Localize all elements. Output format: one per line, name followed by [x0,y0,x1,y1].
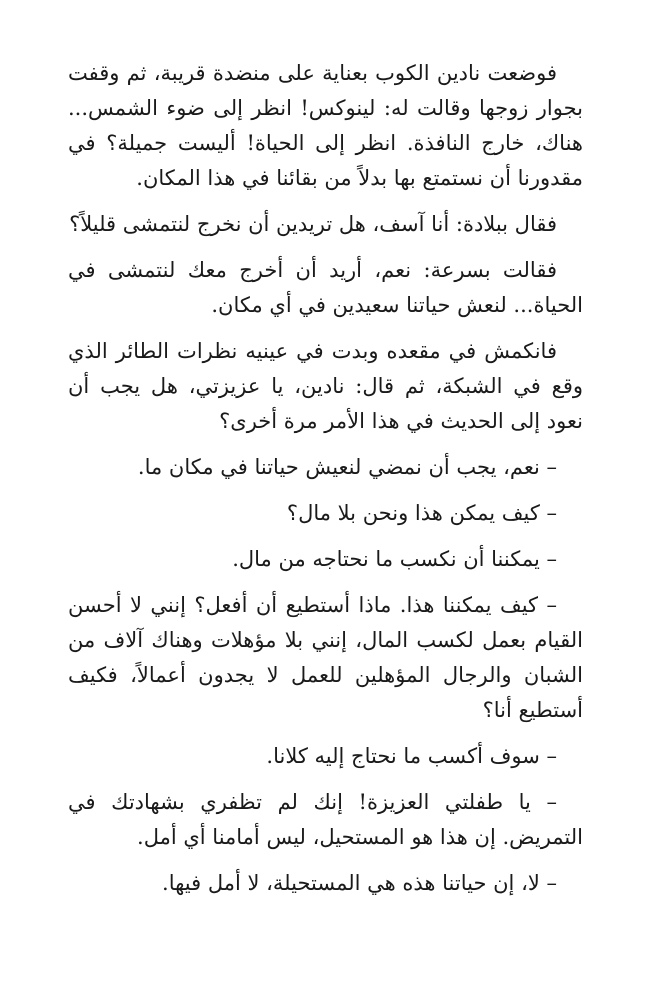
dialog-line-5: – سوف أكسب ما نحتاج إليه كلانا. [266,744,557,768]
paragraph-1: فوضعت نادين الكوب بعناية على منضدة قريبة، ثم وقفت بجوار زوجها وقالت له: لينوكس! انظر إلى ضوء الشمس... هناك، خارج النافذة. انظر إلى الحياة! أليست جميلة؟ في مقدورنا أن نستمتع بها بدلاً من بقائنا في هذا المكان. [68,61,583,190]
paragraph-3: فقالت بسرعة: نعم، أريد أن أخرج معك لنتمشى في الحياة... لنعش حياتنا سعيدين في أي مكان. [68,258,583,317]
dialog-line-6: – يا طفلتي العزيزة! إنك لم تظفري بشهادتك في التمريض. إن هذا هو المستحيل، ليس أمامنا أي أمل. [68,790,583,849]
dialog-line-7: – لا، إن حياتنا هذه هي المستحيلة، لا أمل فيها. [162,871,557,895]
dialog-line-3: – يمكننا أن نكسب ما نحتاجه من مال. [232,547,557,571]
paragraph-2: فقال ببلادة: أنا آسف، هل تريدين أن نخرج لنتمشى قليلاً؟ [69,212,557,236]
paragraph-4: فانكمش في مقعده وبدت في عينيه نظرات الطائر الذي وقع في الشبكة، ثم قال: نادين، يا عزيزتي، هل يجب أن نعود إلى الحديث في هذا الأمر مرة أخرى؟ [68,339,583,433]
book-page [68,56,583,912]
dialog-line-4: – كيف يمكننا هذا. ماذا أستطيع أن أفعل؟ إنني لا أحسن القيام بعمل لكسب المال، إنني بلا مؤهلات وهناك آلاف من الشبان والرجال المؤهلين للعمل لا يجدون أعمالاً، فكيف أستطيع أنا؟ [68,593,583,722]
dialog-line-1: – نعم، يجب أن نمضي لنعيش حياتنا في مكان ما. [137,455,557,479]
dialog-line-2: – كيف يمكن هذا ونحن بلا مال؟ [286,501,557,525]
